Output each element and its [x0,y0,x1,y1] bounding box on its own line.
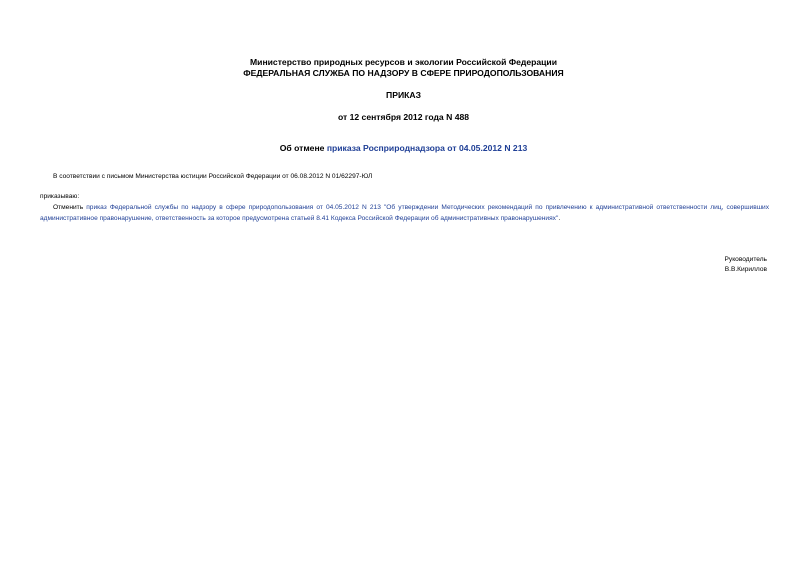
subject-prefix: Об отмене [279,143,327,153]
cancel-link[interactable]: приказ Федеральной службы по надзору в сфере природопользования от 04.05.2012 N 213 "Об утверждении Методических рекомендаций по привлечению к административной ответственности лиц, совершивших административное правонарушение, ответственность за которое предусмотрена статьей 8.41 Кодекса Российской Федерации об административных правонарушениях" [40,204,769,222]
signature-name: В.В.Кириллов [724,266,767,273]
signature-role: Руководитель [724,256,767,263]
document-subject [0,143,807,154]
cancel-paragraph [40,203,769,224]
ministry-name: Министерство природных ресурсов и экологии Российской Федерации [250,57,557,67]
cancel-suffix: . [558,214,561,222]
basis-paragraph: В соответствии с письмом Министерства юстиции Российской Федерации от 06.08.2012 N 01/62297-ЮЛ [53,173,373,180]
service-name: ФЕДЕРАЛЬНАЯ СЛУЖБА ПО НАДЗОРУ В СФЕРЕ ПРИРОДОПОЛЬЗОВАНИЯ [243,68,564,78]
document-type: ПРИКАЗ [386,90,421,100]
document-date-number: от 12 сентября 2012 года N 488 [337,112,470,122]
order-word: приказываю: [40,193,80,200]
cancel-prefix: Отменить [53,204,87,211]
subject-link[interactable]: приказа Росприроднадзора от 04.05.2012 N 213 [326,143,528,153]
